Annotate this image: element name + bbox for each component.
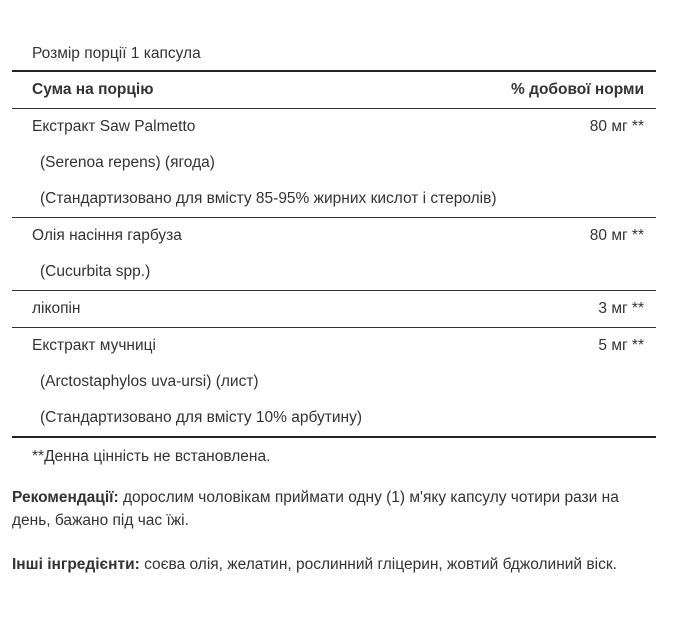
table-header xyxy=(12,72,656,108)
daily-value-label: % добової норми xyxy=(511,81,644,98)
ingredient-amount: 5 мг ** xyxy=(598,337,644,354)
ingredient-amount: 3 мг ** xyxy=(598,300,644,317)
ingredient-detail: (Serenoa repens) (ягода) xyxy=(40,154,215,171)
ingredient-amount: 80 мг ** xyxy=(589,227,644,244)
ingredient-row xyxy=(12,291,656,327)
recommendations xyxy=(12,486,652,532)
other-ingredients-text: соєва олія, желатин, рослинний гліцерин, жовтий бджолиний віск. xyxy=(139,556,617,573)
ingredient-detail: (Arctostaphylos uva-ursi) (лист) xyxy=(40,373,259,390)
other-ingredients-label: Інші інгредієнти: xyxy=(12,556,140,573)
ingredient-row xyxy=(12,109,656,217)
ingredient-name: лікопін xyxy=(32,300,81,317)
ingredient-name: Екстракт мучниці xyxy=(32,337,156,354)
ingredient-detail: (Стандартизовано для вмісту 85-95% жирних кислот і стеролів) xyxy=(40,190,497,207)
recommendations-label: Рекомендації: xyxy=(12,489,119,506)
ingredient-row xyxy=(12,328,656,436)
ingredient-amount: 80 мг ** xyxy=(589,118,644,135)
ingredient-detail: (Cucurbita spp.) xyxy=(40,263,151,280)
amount-per-serving-label: Сума на порцію xyxy=(32,81,154,98)
ingredient-detail: (Стандартизовано для вмісту 10% арбутину) xyxy=(40,409,362,426)
recommendations-text: дорослим чоловікам приймати одну (1) м'яку капсулу чотири рази на день, бажано під час їжі. xyxy=(12,489,619,529)
serving-size: Розмір порції 1 капсула xyxy=(32,45,201,62)
ingredient-row xyxy=(12,218,656,290)
supplement-facts-panel xyxy=(12,38,656,476)
ingredient-name: Олія насіння гарбуза xyxy=(32,227,182,244)
other-ingredients xyxy=(12,553,652,576)
footnote: **Денна цінність не встановлена. xyxy=(32,448,271,465)
ingredient-name: Екстракт Saw Palmetto xyxy=(32,118,196,135)
